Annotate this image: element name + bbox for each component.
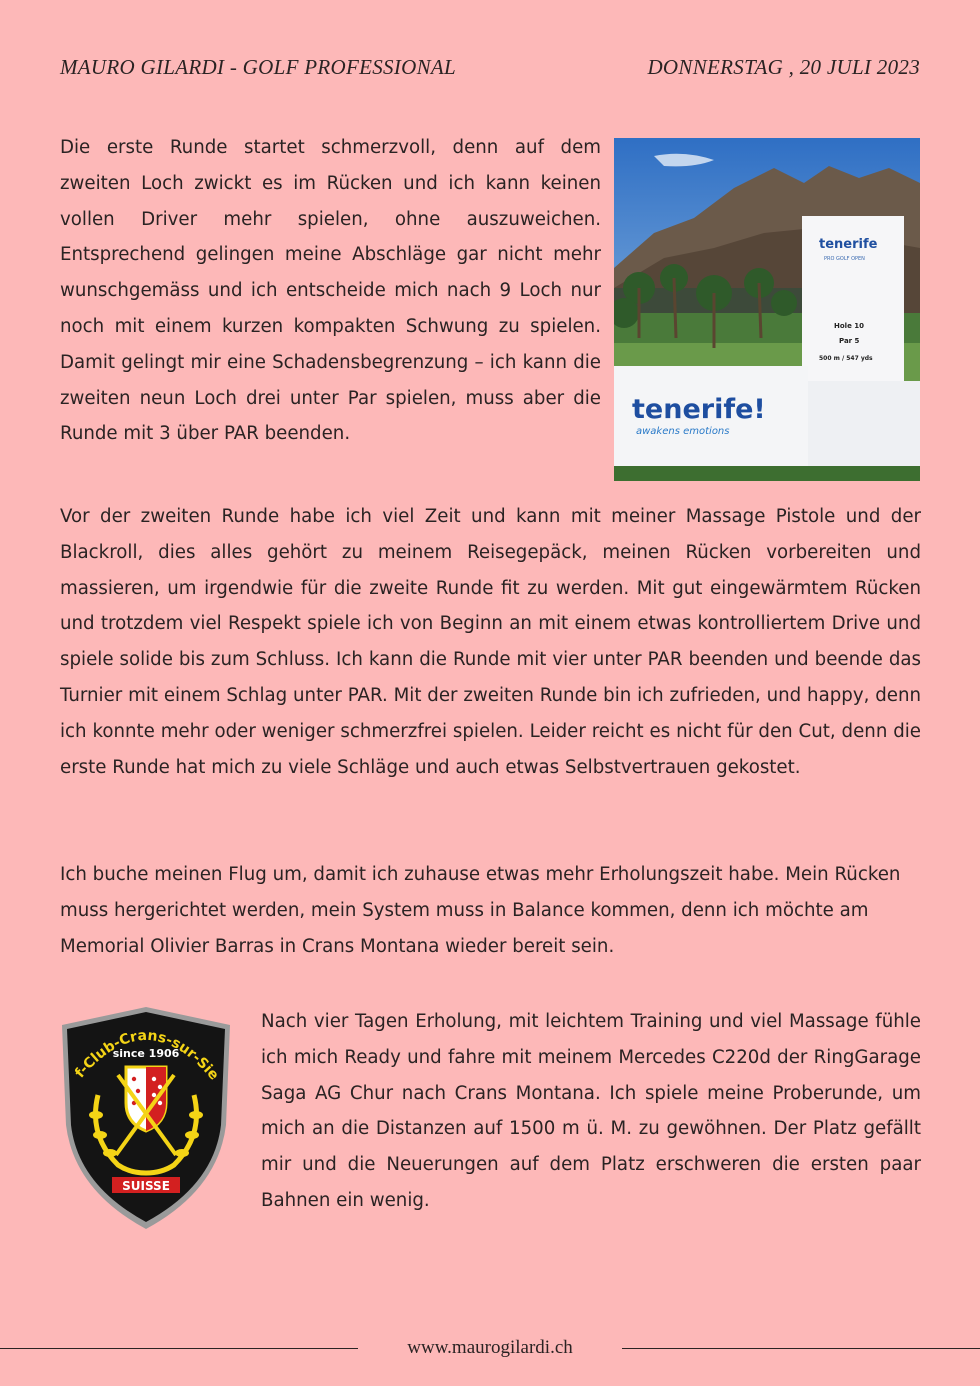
banner-brand: tenerife!	[632, 394, 766, 425]
paragraph-first-round: Die erste Runde startet schmerzvoll, denn auf dem zweiten Loch zwickt es im Rücken und ich kann keinen vollen Driver mehr spielen, ohne auszuweichen. Entsprechend gelingen meine Abschläge gar nicht mehr wunschgemäss und ich entscheide mich nach 9 Loch nur noch mit einem kurzen kompakten Schwung zu spielen. Damit gelingt mir eine Schadensbegrenzung – ich kann die zweiten neun Loch drei unter Par spielen, muss aber die Runde mit 3 über PAR beenden.	[60, 137, 601, 445]
paragraph-second-round: Vor der zweiten Runde habe ich viel Zeit und kann mit meiner Massage Pistole und der Blackroll, dies alles gehört zu meinem Reisegepäck, meinen Rücken vorbereiten und massieren, um irgendwie für die zweite Runde fit zu werden. Mit gut eingewärmtem Rücken und trotzdem viel Respekt spiele ich von Beginn an mit einem etwas kontrolliertem Drive und spiele solide bis zum Schluss. Ich kann die Runde mit vier unter PAR beenden und beende das Turnier mit einem Schlag unter PAR. Mit der zweiten Runde bin ich zufrieden, und happy, denn ich konnte mehr oder weniger schmerzfrei spielen. Leider reicht es nicht für den Cut, denn die erste Runde hat mich zu viele Schläge und auch etwas Selbstvertrauen gekostet.	[60, 506, 921, 778]
sign-sub: PRO GOLF OPEN	[824, 256, 865, 262]
header-author: MAURO GILARDI - GOLF PROFESSIONAL	[60, 55, 457, 79]
sign-distance: 500 m / 547 yds	[819, 355, 873, 362]
logo-since: since 1906	[112, 1047, 180, 1060]
banner-slogan: awakens emotions	[636, 426, 730, 437]
page-header	[60, 55, 920, 80]
sign-brand: tenerife	[819, 237, 878, 252]
sign-par: Par 5	[839, 337, 860, 345]
tenerife-golf-photo	[614, 138, 920, 481]
footer-website-link[interactable]: www.maurogilardi.ch	[407, 1337, 573, 1358]
logo-club-name: f-Club-Crans-sur-Sie	[72, 1027, 222, 1084]
golf-club-crans-logo	[58, 1005, 234, 1231]
paragraph-flight: Ich buche meinen Flug um, damit ich zuhause etwas mehr Erholungszeit habe. Mein Rücken muss hergerichtet werden, mein System muss in Balance kommen, denn ich möchte am Memorial Olivier Barras in Crans Montana wieder bereit sein.	[60, 864, 901, 957]
header-date: DONNERSTAG , 20 JULI 2023	[647, 55, 920, 79]
sign-hole: Hole 10	[834, 322, 864, 330]
logo-country: SUISSE	[122, 1179, 170, 1193]
paragraph-crans-montana: Nach vier Tagen Erholung, mit leichtem Training und viel Massage fühle ich mich Ready und fahre mit meinem Mercedes C220d der RingGarage Saga AG Chur nach Crans Montana. Ich spiele meine Proberunde, um mich an die Distanzen auf 1500 m ü. M. zu gewöhnen. Der Platz gefällt mir und die Neuerungen auf dem Platz erschweren die ersten paar Bahnen ein wenig.	[261, 1011, 921, 1211]
